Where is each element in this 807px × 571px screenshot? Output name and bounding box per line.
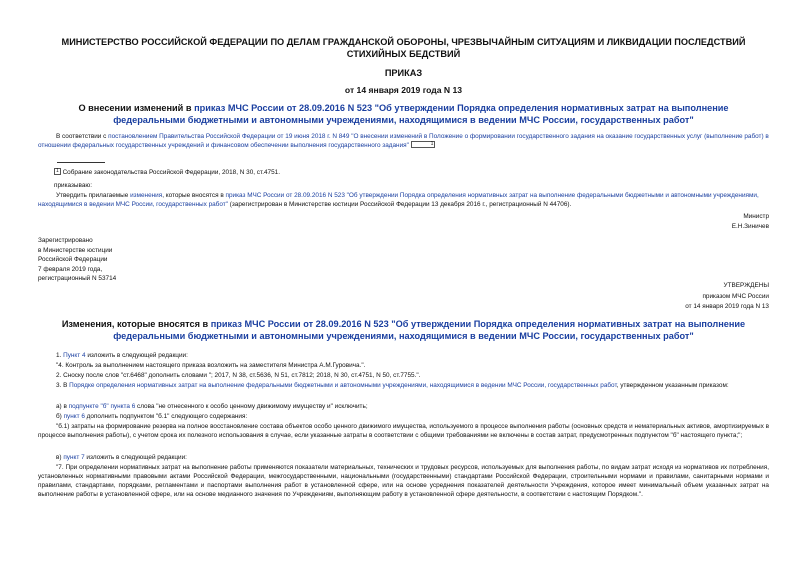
footnote-number: 1 <box>56 168 59 174</box>
subitem-b-link[interactable]: пункт 6 <box>63 413 85 420</box>
ministry-name: МИНИСТЕРСТВО РОССИЙСКОЙ ФЕДЕРАЦИИ ПО ДЕЛАМ ГРАЖДАНСКОЙ ОБОРОНЫ, ЧРЕЗВЫЧАЙНЫМ СИТУАЦИЯМ И ЛИКВИДАЦИИ ПОСЛЕДСТВИЙ СТИХИЙНЫХ БЕДСТВИЙ <box>61 37 746 59</box>
title-prefix: О внесении изменений в <box>78 103 195 113</box>
registration-line-4: 7 февраля 2019 года, <box>38 265 103 273</box>
order-text-2: , которые вносятся в <box>162 192 226 199</box>
order-text-1: Утвердить прилагаемые <box>56 192 131 199</box>
item-1-quote: "4. Контроль за выполнением настоящего приказа возложить на заместителя Министра А.М.Гуровича.". <box>56 362 366 369</box>
approved-line-3: от 14 января 2019 года N 13 <box>685 303 769 310</box>
subitem-b-prefix: б) <box>56 413 64 420</box>
signature-name: Е.Н.Зиничев <box>731 223 769 230</box>
changes-title-prefix: Изменения, которые вносятся в <box>61 319 211 329</box>
order-label: приказываю: <box>54 182 92 189</box>
order-text <box>38 191 769 209</box>
subitem-a-link[interactable]: подпункте "б" пункта 6 <box>68 403 136 410</box>
subitem-a <box>56 402 769 411</box>
footnote-marker[interactable]: 1 <box>411 141 436 148</box>
registration-line-3: Российской Федерации <box>38 256 108 263</box>
item-3-number: 3. В <box>56 382 70 389</box>
subitem-b <box>56 412 769 421</box>
item-1-link[interactable]: Пункт 4 <box>63 352 86 359</box>
subitem-a-text: слова "не отнесенного к особо ценному движимому имуществу и" исключить; <box>135 403 368 410</box>
footnote-text: Собрание законодательства Российской Федерации, 2018, N 30, ст.4751. <box>62 169 280 176</box>
subitem-b-text: дополнить подпунктом "б.1" следующего содержания: <box>84 413 248 420</box>
document-date: от 14 января 2019 года N 13 <box>344 85 463 95</box>
registration-line-5: регистрационный N 53714 <box>38 275 117 282</box>
changes-title-link[interactable]: приказ МЧС России от 28.09.2016 N 523 "Об утверждении Порядка определения нормативных затрат на выполнение федеральными бюджетными и автономными учреждениями, находящимися в ведении МЧС России, государственных работ" <box>113 319 746 341</box>
subitem-v-link[interactable]: пункт 7 <box>63 454 85 461</box>
document-type: ПРИКАЗ <box>384 68 423 78</box>
order-523-link[interactable]: приказ МЧС России от 28.09.2016 N 523 "Об утверждении Порядка определения нормативных затрат на выполнение федеральными бюджетными и автономными учреждениями, находящимися в ведении МЧС России, государственных работ" <box>38 192 759 208</box>
approved-line-2: приказом МЧС России <box>702 292 769 300</box>
item-1-text: изложить в следующей редакции: <box>85 352 188 359</box>
preamble-resolution-link[interactable]: постановлением Правительства Российской Федерации от 19 июня 2018 г. N 849 "О внесении изменений в Положение о формировании государственного задания на оказание государственных услуг (выполнение работ) в отношении федеральных государственных учреждений и финансовом обеспечении выполнения государственного задания" <box>38 133 769 149</box>
subitem-v-quote: "7. При определении нормативных затрат на выполнение работы применяются показатели материальных, технических и трудовых ресурсов, используемых для выполнения работы, по видам затрат исходя из нормативов их потребления, установленных нормативными правовыми актами Российской Федерации, межгосударственными, национальными (государственными) стандартами Российской Федерации, строительными нормами и правилами, санитарными нормами и правилами, стандартами, порядками, регламентами и паспортами выполнения работ в установленной сфере, или на основе усреднения показателей деятельности Учреждения, которое имеет минимальный объем указанных затрат на выполнение работы в установленной сфере, или на основе медианного значения по Учреждениям, выполняющим работу в установленной сфере деятельности, в соответствии с настоящим Порядком.". <box>38 464 769 498</box>
preamble-text: В соответствии с <box>56 133 109 140</box>
approved-line-1: УТВЕРЖДЕНЫ <box>723 282 769 289</box>
item-1-number: 1. <box>56 352 64 359</box>
item-2: 2. Сноску после слов "ст.6468" дополнить словами "; 2017, N 38, ст.5636, N 51, ст.7812; 2018, N 30, ст.4751, N 50, ст.7755.". <box>56 372 421 379</box>
preamble <box>38 132 769 150</box>
title-order-link[interactable]: приказ МЧС России от 28.09.2016 N 523 "Об утверждении Порядка определения нормативных затрат на выполнение федеральными бюджетными и автономными учреждениями, находящимися в ведении МЧС России, государственных работ" <box>113 103 729 125</box>
registration-line-2: в Министерстве юстиции <box>38 246 113 254</box>
item-3-text: , утвержденном указанным приказом: <box>616 382 729 389</box>
registration-line-1: Зарегистрировано <box>38 237 93 244</box>
item-3 <box>38 381 769 390</box>
approved-block <box>685 281 769 313</box>
item-3-link[interactable]: Порядке определения нормативных затрат на выполнение федеральными бюджетными и автономными учреждениями, находящимися в ведении МЧС России, государственных работ <box>69 382 617 389</box>
subitem-a-prefix: а) в <box>56 403 69 410</box>
subitem-v-prefix: в) <box>56 454 64 461</box>
subitem-b-quote: "б.1) затраты на формирование резерва на полное восстановление состава объектов особо ценного движимого имущества, используемого в процессе выполнения работы (основных средств и нематериальных активов, амортизируемых в процессе выполнения работы), с учетом срока их полезного использования в случае, если указанные затраты в соответствии с общими требованиями не включены в состав затрат, предусмотренных подпунктом "б" настоящего пункта;"; <box>38 423 769 439</box>
item-1 <box>56 351 769 360</box>
changes-title <box>30 318 777 342</box>
subitem-v <box>56 453 769 462</box>
order-text-3: (зарегистрирован в Министерстве юстиции Российской Федерации 13 декабря 2016 г., регистрационный N 44706). <box>227 201 572 208</box>
footnote-divider <box>57 162 105 163</box>
changes-link[interactable]: изменения <box>130 192 163 199</box>
signature-role: Министр <box>743 213 769 220</box>
document-title <box>48 102 759 126</box>
registration-block <box>38 236 116 284</box>
subitem-v-text: изложить в следующей редакции: <box>84 454 187 461</box>
footnote <box>54 168 769 177</box>
